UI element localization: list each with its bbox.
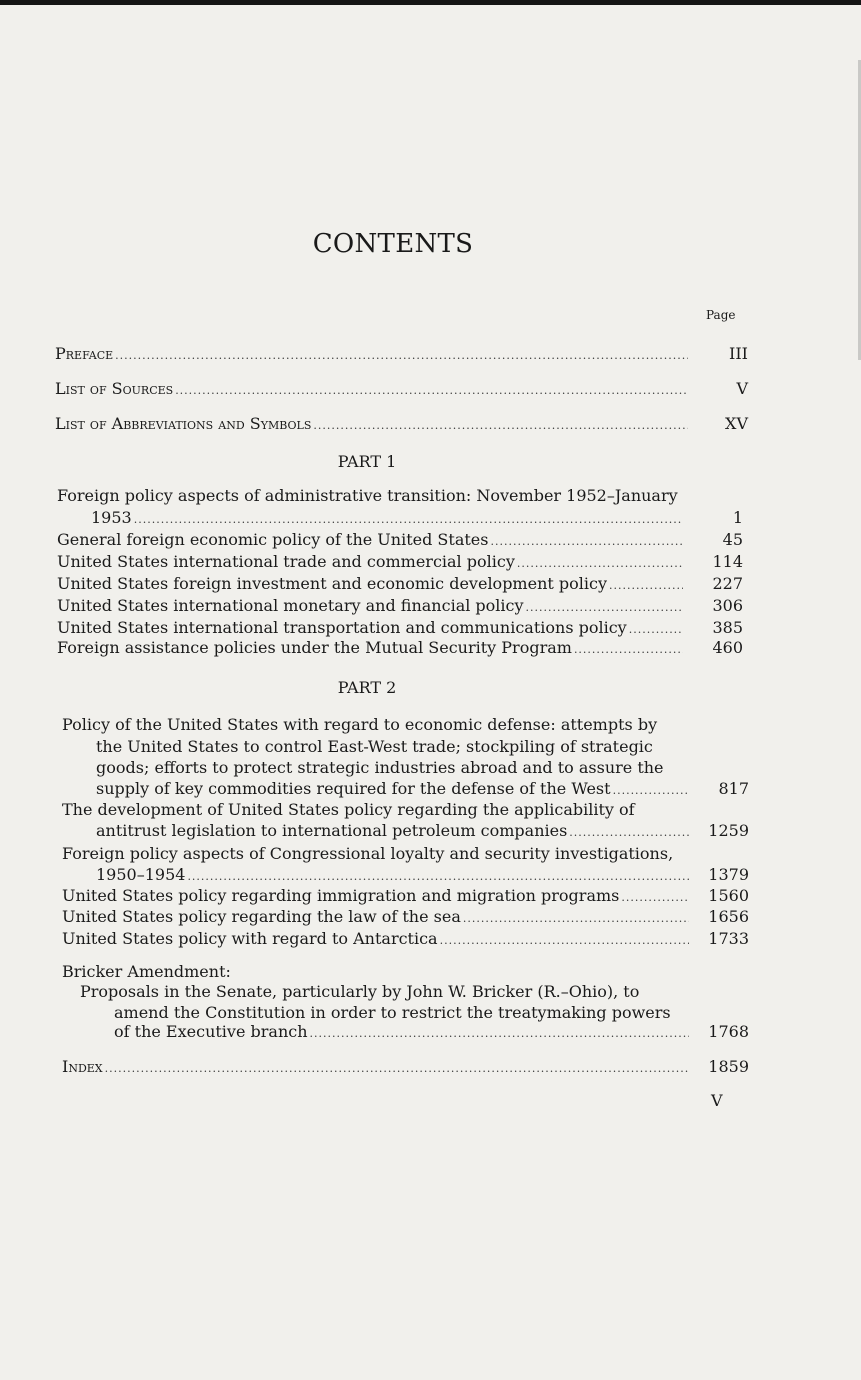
part2-heading: PART 2 (337, 678, 397, 697)
toc-entry-immigration[interactable] (62, 885, 749, 909)
dot-leader (609, 575, 683, 597)
toc-entry-page: 1768 (708, 1022, 749, 1041)
toc-entry-title: of the Executive branch (114, 1022, 308, 1041)
toc-entry-page: 1656 (708, 907, 749, 926)
toc-entry-line[interactable]: Proposals in the Senate, particularly by John W. Bricker (R.–Ohio), to (80, 982, 640, 1001)
toc-entry-title: Index (62, 1057, 103, 1076)
toc-entry-line[interactable]: amend the Constitution in order to restrict the treatymaking powers (114, 1003, 671, 1022)
dot-leader (313, 415, 688, 437)
toc-entry-mutual-security[interactable] (57, 637, 743, 661)
toc-entry-line[interactable]: The development of United States policy regarding the applicability of (62, 800, 635, 819)
toc-entry-bricker[interactable] (114, 1021, 749, 1045)
toc-entry-title: United States international trade and commercial policy (57, 552, 515, 571)
toc-entry-economic-policy[interactable] (57, 529, 743, 553)
toc-entry-page: III (729, 344, 748, 363)
toc-entry-line[interactable]: Foreign policy aspects of Congressional loyalty and security investigations, (62, 844, 674, 863)
dot-leader (569, 822, 689, 844)
dot-leader (526, 597, 683, 619)
toc-entry-title: supply of key commodities required for the defense of the West (96, 779, 611, 798)
toc-entry-page: 460 (712, 638, 743, 657)
toc-entry-economic-defense[interactable] (96, 778, 749, 802)
dot-leader (105, 1058, 689, 1080)
toc-entry-list-of-sources[interactable] (55, 378, 748, 402)
toc-entry-line[interactable]: the United States to control East-West trade; stockpiling of strategic (96, 737, 653, 756)
toc-entry-title: 1953 (91, 508, 132, 527)
page-column-header: Page (706, 308, 736, 322)
dot-leader (134, 509, 683, 531)
toc-entry-page: V (736, 379, 748, 398)
page-folio: V (711, 1091, 723, 1110)
toc-entry-title: List of Sources (55, 379, 174, 398)
toc-entry-page: 1733 (708, 929, 749, 948)
top-edge-bar (0, 0, 861, 5)
toc-entry-preface[interactable] (55, 343, 748, 367)
dot-leader (440, 930, 689, 952)
toc-entry-page: 817 (718, 779, 749, 798)
toc-entry-investment-policy[interactable] (57, 573, 743, 597)
toc-entry-title: United States international monetary and financial policy (57, 596, 524, 615)
dot-leader (490, 531, 683, 553)
toc-entry-title: Foreign assistance policies under the Mutual Security Program (57, 638, 572, 657)
toc-entry-page: 1379 (708, 865, 749, 884)
toc-entry-page: 227 (712, 574, 743, 593)
toc-entry-antitrust[interactable] (96, 820, 749, 844)
toc-entry-antarctica[interactable] (62, 928, 749, 952)
toc-entry-title: General foreign economic policy of the United States (57, 530, 489, 549)
toc-entry-line[interactable]: goods; efforts to protect strategic industries abroad and to assure the (96, 758, 664, 777)
dot-leader (310, 1023, 689, 1045)
bricker-heading: Bricker Amendment: (62, 962, 231, 981)
toc-entry-title: United States policy regarding immigration and migration programs (62, 886, 620, 905)
toc-entry-index[interactable] (62, 1056, 749, 1080)
dot-leader (517, 553, 683, 575)
page-title: CONTENTS (312, 229, 474, 259)
toc-entry-page: 1560 (708, 886, 749, 905)
toc-entry-trade-policy[interactable] (57, 551, 743, 575)
dot-leader (463, 908, 689, 930)
toc-entry-page: 385 (712, 618, 743, 637)
toc-entry-title: antitrust legislation to international petroleum companies (96, 821, 568, 840)
toc-entry-page: 114 (712, 552, 743, 571)
dot-leader (175, 380, 688, 402)
toc-entry-line[interactable]: Foreign policy aspects of administrative transition: November 1952–January (57, 486, 678, 505)
toc-entry-title: United States international transportation and communications policy (57, 618, 627, 637)
toc-entry-page: 1859 (708, 1057, 749, 1076)
part1-heading: PART 1 (337, 452, 397, 471)
toc-entry-page: 1259 (708, 821, 749, 840)
toc-entry-title: United States foreign investment and economic development policy (57, 574, 607, 593)
toc-entry-page: 1 (732, 508, 743, 527)
toc-entry-line[interactable]: Policy of the United States with regard to economic defense: attempts by (62, 715, 658, 734)
toc-entry-title: United States policy regarding the law of the sea (62, 907, 461, 926)
toc-entry-title: United States policy with regard to Antarctica (62, 929, 438, 948)
toc-entry-loyalty-investigations[interactable] (96, 864, 749, 888)
toc-entry-law-of-sea[interactable] (62, 906, 749, 930)
dot-leader (115, 345, 688, 367)
toc-entry-monetary-policy[interactable] (57, 595, 743, 619)
toc-entry-transition[interactable] (91, 507, 743, 531)
toc-entry-page: 306 (712, 596, 743, 615)
toc-entry-page: XV (725, 414, 748, 433)
toc-entry-title: List of Abbreviations and Symbols (55, 414, 312, 433)
toc-entry-title: 1950–1954 (96, 865, 186, 884)
dot-leader (574, 639, 683, 661)
toc-entry-abbreviations[interactable] (55, 413, 748, 437)
toc-entry-page: 45 (722, 530, 743, 549)
toc-entry-title: Preface (55, 344, 114, 363)
